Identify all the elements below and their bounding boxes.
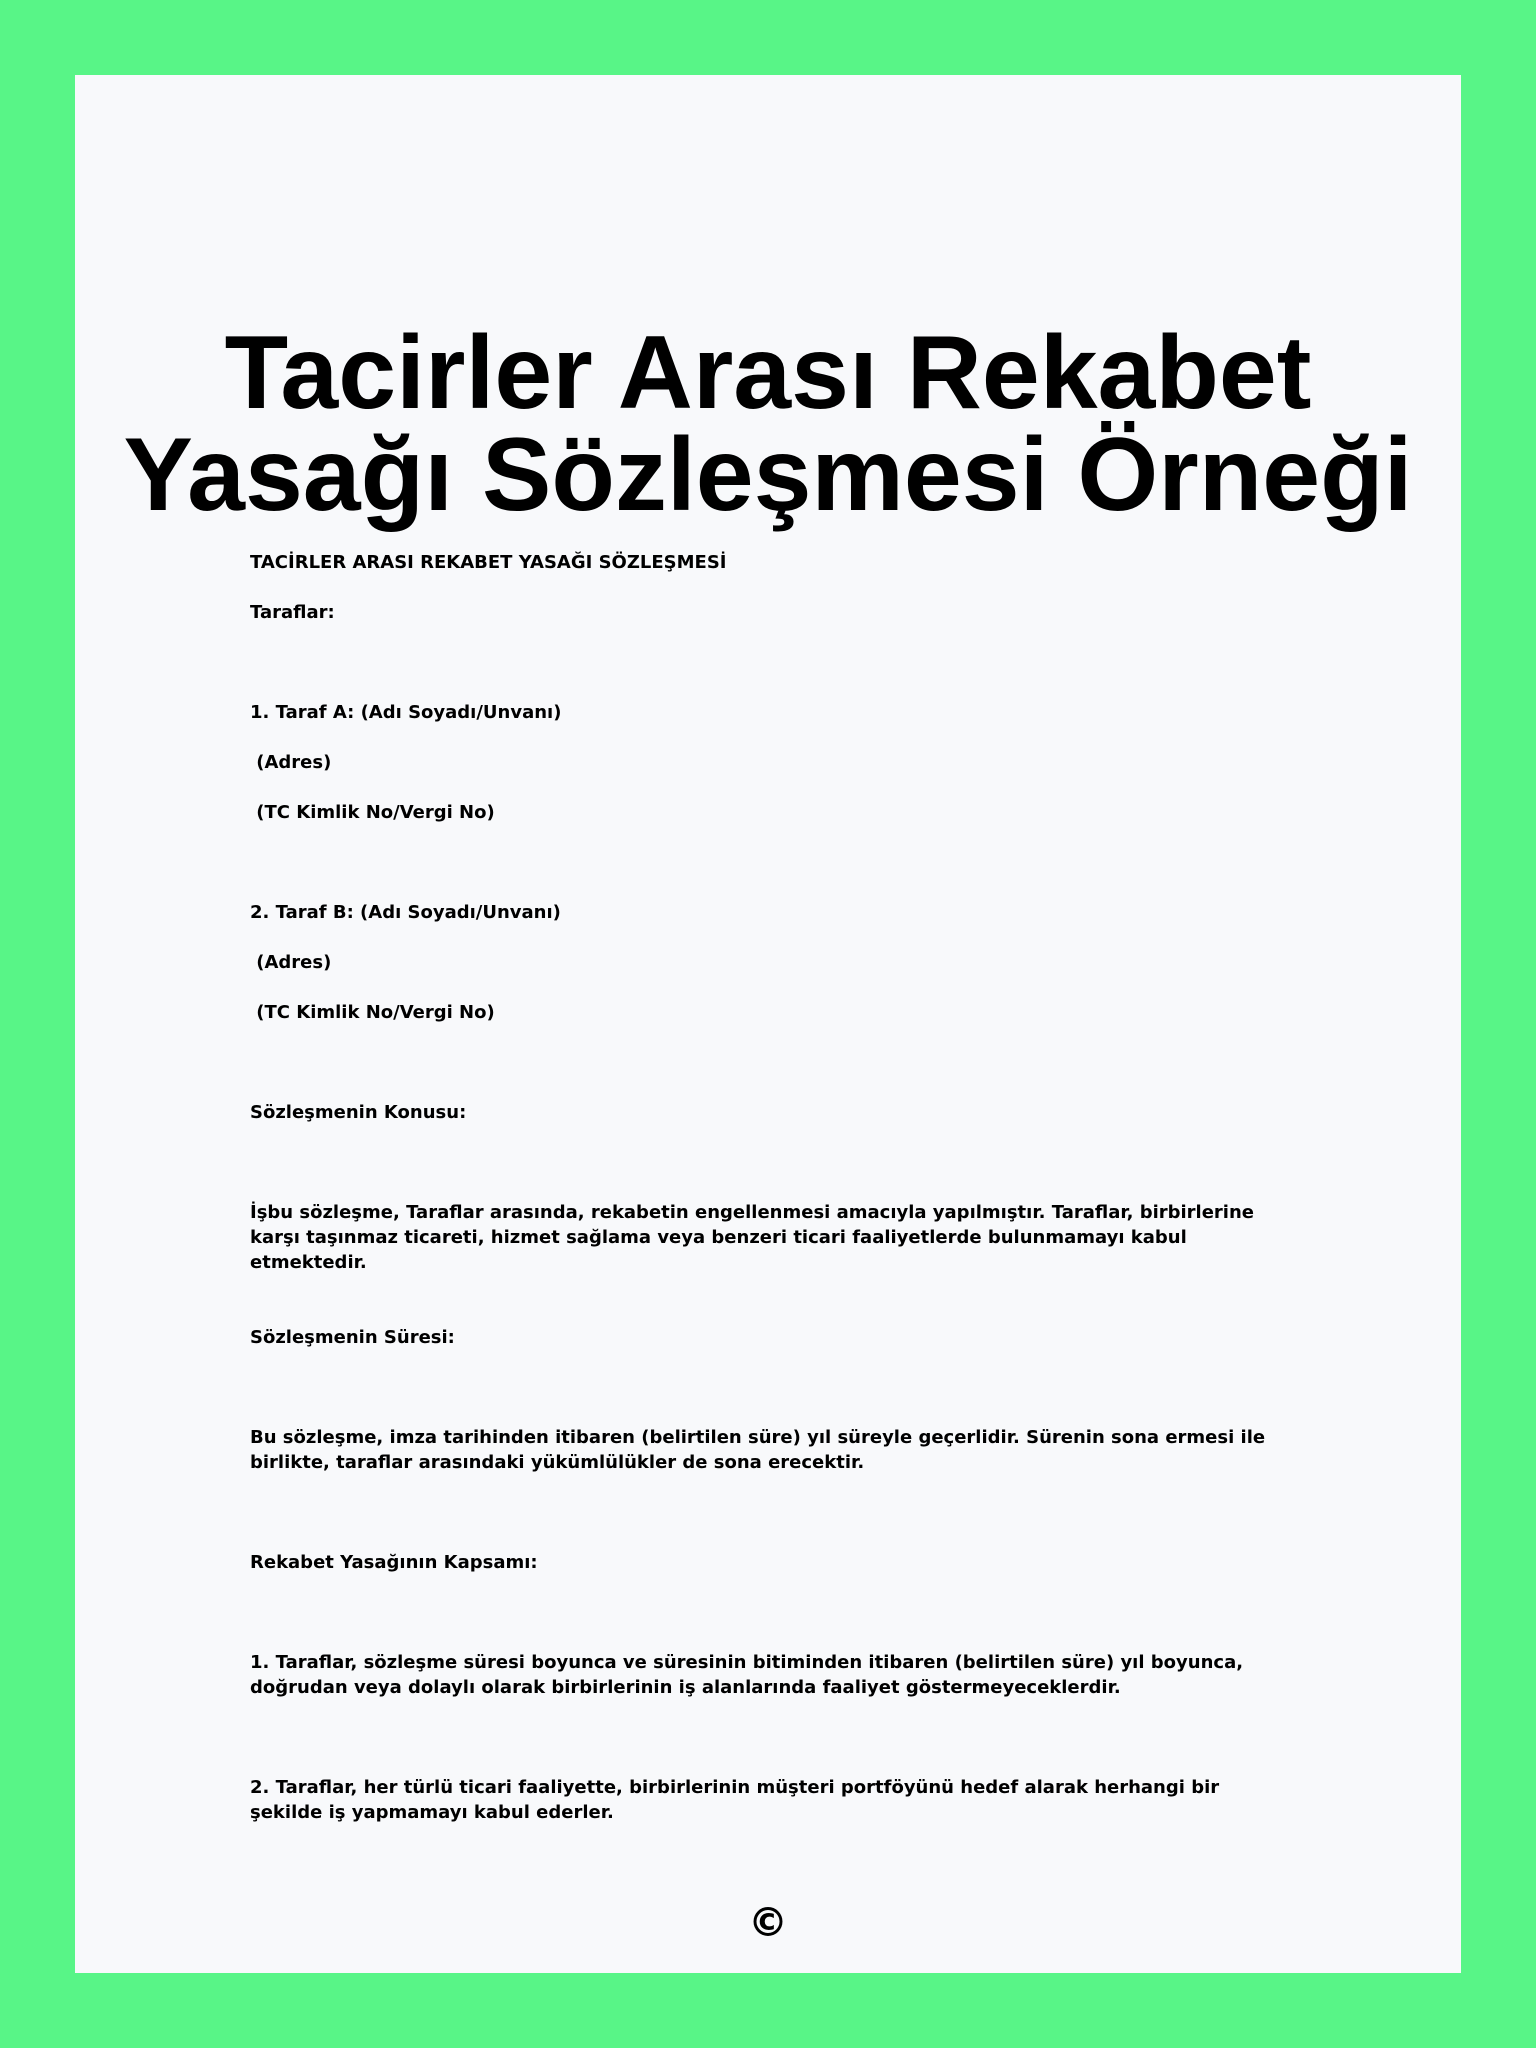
scope-item-2: 2. Taraflar, her türlü ticari faaliyette, birbirlerinin müşteri portföyünü hedef alarak herhangi bir şekilde iş yapmamayı kabul ederler. — [250, 1777, 1220, 1823]
scope-item-1: 1. Taraflar, sözleşme süresi boyunca ve süresinin bitiminden itibaren (belirtilen süre) yıl boyunca, doğrudan veya dolaylı olarak birbirlerinin iş alanlarında faaliyet göstermeyeceklerdir. — [250, 1652, 1244, 1698]
copyright-symbol: © — [748, 1900, 788, 1946]
party-b-address: (Adres) — [250, 952, 332, 973]
scope-label: Rekabet Yasağının Kapsamı: — [250, 1552, 538, 1573]
document-heading: TACİRLER ARASI REKABET YASAĞI SÖZLEŞMESİ — [250, 552, 727, 573]
page-title — [75, 315, 1461, 533]
document-page — [75, 75, 1461, 1973]
duration-label: Sözleşmenin Süresi: — [250, 1327, 455, 1348]
page-title-line-2: Yasağı Sözleşmesi Örneği — [123, 417, 1413, 533]
parties-label: Taraflar: — [250, 602, 335, 623]
duration-text: Bu sözleşme, imza tarihinden itibaren (belirtilen süre) yıl süreyle geçerlidir. Sürenin sona ermesi ile birlikte, taraflar arasındaki yükümlülükler de sona erecektir. — [250, 1427, 1266, 1473]
subject-text: İşbu sözleşme, Taraflar arasında, rekabetin engellenmesi amacıyla yapılmıştır. Taraflar, birbirlerine karşı taşınmaz ticareti, hizmet sağlama veya benzeri ticari faaliyetlerde bulunmamayı kabul etmektedir. — [250, 1202, 1255, 1273]
party-b-name: 2. Taraf B: (Adı Soyadı/Unvanı) — [250, 902, 561, 923]
subject-label: Sözleşmenin Konusu: — [250, 1102, 467, 1123]
party-a-address: (Adres) — [250, 752, 332, 773]
party-a-id: (TC Kimlik No/Vergi No) — [250, 802, 495, 823]
party-b-id: (TC Kimlik No/Vergi No) — [250, 1002, 495, 1023]
page-title-line-1: Tacirler Arası Rekabet — [224, 315, 1312, 431]
party-a-name: 1. Taraf A: (Adı Soyadı/Unvanı) — [250, 702, 562, 723]
